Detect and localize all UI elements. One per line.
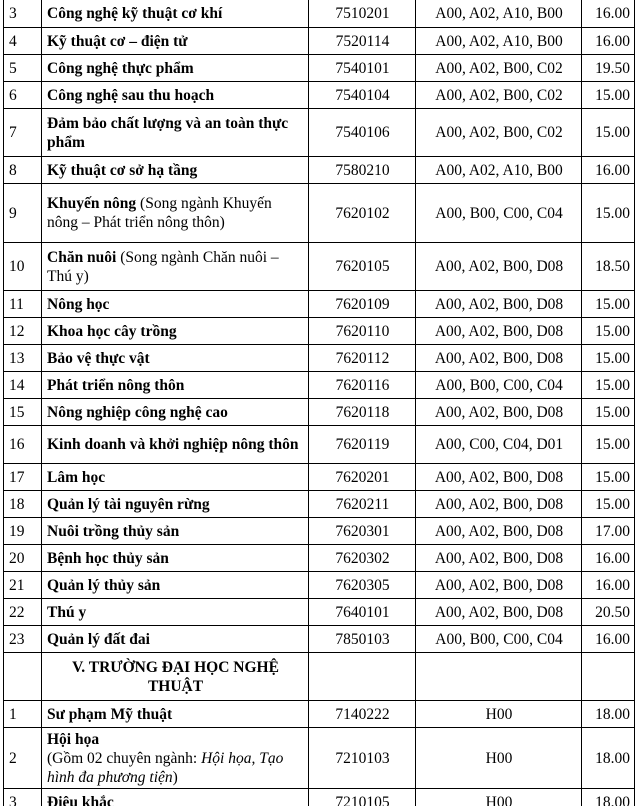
row-number: 20 (4, 544, 42, 571)
benchmark-score: 16.00 (582, 156, 635, 183)
major-code: 7210105 (309, 788, 416, 806)
major-name (42, 517, 309, 544)
major-detail-specializations: Hội họa, Tạo hình đa phương tiện (47, 749, 284, 786)
major-name (42, 344, 309, 371)
subject-combinations: A00, A02, B00, D08 (416, 242, 582, 290)
table-row (4, 727, 635, 788)
subject-combinations: A00, A02, B00, D08 (416, 571, 582, 598)
major-name (42, 788, 309, 806)
major-name (42, 544, 309, 571)
benchmark-score: 15.00 (582, 490, 635, 517)
row-number: 16 (4, 425, 42, 463)
major-note: (Song ngành Khuyến nông – Phát triển nông thôn) (47, 195, 272, 231)
table-row (4, 344, 635, 371)
row-number: 5 (4, 54, 42, 81)
subject-combinations: A00, B00, C00, C04 (416, 371, 582, 398)
table-row (4, 54, 635, 81)
row-number: 7 (4, 108, 42, 156)
major-code: 7850103 (309, 625, 416, 652)
major-name-text: Bảo vệ thực vật (47, 349, 150, 367)
benchmark-score: 17.00 (582, 517, 635, 544)
benchmark-score: 16.00 (582, 0, 635, 27)
major-name (42, 81, 309, 108)
table-body-section (4, 652, 635, 700)
subject-combinations: A00, A02, B00, D08 (416, 544, 582, 571)
major-name-text: Công nghệ sau thu hoạch (47, 86, 215, 104)
benchmark-score: 15.00 (582, 108, 635, 156)
table-body-part-a (4, 0, 635, 652)
major-name (42, 598, 309, 625)
row-number: 4 (4, 27, 42, 54)
subject-combinations: A00, A02, B00, C02 (416, 108, 582, 156)
row-number: 19 (4, 517, 42, 544)
subject-combinations: A00, A02, B00, C02 (416, 81, 582, 108)
subject-combinations: A00, A02, B00, D08 (416, 398, 582, 425)
major-name (42, 371, 309, 398)
major-name-text: Khoa học cây trồng (47, 322, 177, 340)
major-code: 7620105 (309, 242, 416, 290)
major-code: 7620109 (309, 290, 416, 317)
table-row (4, 625, 635, 652)
subject-combinations: A00, A02, B00, D08 (416, 290, 582, 317)
major-name-text: Công nghệ thực phẩm (47, 59, 194, 77)
table-row (4, 108, 635, 156)
subject-combinations: A00, A02, B00, D08 (416, 598, 582, 625)
major-name-text: Nông nghiệp công nghệ cao (47, 403, 228, 421)
major-name (42, 27, 309, 54)
section-empty-cell (416, 652, 582, 700)
major-code: 7620112 (309, 344, 416, 371)
benchmark-score: 20.50 (582, 598, 635, 625)
benchmark-score: 18.00 (582, 727, 635, 788)
table-row (4, 398, 635, 425)
row-number: 3 (4, 788, 42, 806)
benchmark-score: 19.50 (582, 54, 635, 81)
major-code: 7540101 (309, 54, 416, 81)
major-name-text: Điêu khắc (47, 793, 114, 806)
major-name-text: Nuôi trồng thủy sản (47, 522, 180, 540)
benchmark-score: 16.00 (582, 625, 635, 652)
table-row (4, 571, 635, 598)
major-code: 7620305 (309, 571, 416, 598)
benchmark-score: 15.00 (582, 317, 635, 344)
table-row (4, 27, 635, 54)
row-number: 15 (4, 398, 42, 425)
benchmark-score: 15.00 (582, 463, 635, 490)
table-row (4, 0, 635, 27)
major-code: 7620110 (309, 317, 416, 344)
table-row (4, 598, 635, 625)
subject-combinations: A00, A02, B00, D08 (416, 317, 582, 344)
benchmark-score: 15.00 (582, 344, 635, 371)
major-name-text: Quản lý đất đai (47, 630, 150, 648)
major-code: 7620116 (309, 371, 416, 398)
major-name-text: Hội họa (47, 730, 100, 748)
major-name (42, 183, 309, 242)
major-name-text: Kỹ thuật cơ sở hạ tầng (47, 161, 198, 179)
row-number: 2 (4, 727, 42, 788)
benchmark-score: 16.00 (582, 544, 635, 571)
table-row (4, 317, 635, 344)
table-row (4, 425, 635, 463)
benchmark-score: 15.00 (582, 290, 635, 317)
major-name-text: Khuyến nông (47, 195, 137, 212)
major-code: 7620119 (309, 425, 416, 463)
major-code: 7620301 (309, 517, 416, 544)
major-name-text: Đảm bảo chất lượng và an toàn thực phẩm (47, 114, 289, 151)
section-empty-cell (582, 652, 635, 700)
subject-combinations: A00, A02, A10, B00 (416, 27, 582, 54)
subject-combinations: A00, A02, B00, D08 (416, 517, 582, 544)
row-number: 18 (4, 490, 42, 517)
table-row (4, 544, 635, 571)
major-note: (Song ngành Chăn nuôi – Thú y) (47, 248, 279, 285)
subject-combinations: A00, A02, A10, B00 (416, 156, 582, 183)
row-number: 12 (4, 317, 42, 344)
major-code: 7540106 (309, 108, 416, 156)
benchmark-score: 18.00 (582, 700, 635, 727)
subject-combinations: A00, A02, B00, D08 (416, 344, 582, 371)
major-name (42, 571, 309, 598)
major-detail (47, 749, 304, 787)
row-number: 3 (4, 0, 42, 27)
major-code: 7620302 (309, 544, 416, 571)
benchmark-score: 16.00 (582, 27, 635, 54)
major-code: 7620211 (309, 490, 416, 517)
benchmark-score: 16.00 (582, 571, 635, 598)
benchmark-score: 15.00 (582, 371, 635, 398)
major-code: 7640101 (309, 598, 416, 625)
major-name (42, 490, 309, 517)
major-name-text: Thú y (47, 603, 87, 621)
major-name-text: Sư phạm Mỹ thuật (47, 705, 173, 723)
subject-combinations: A00, B00, C00, C04 (416, 183, 582, 242)
major-code: 7620201 (309, 463, 416, 490)
section-row (4, 652, 635, 700)
section-title: V. TRƯỜNG ĐẠI HỌC NGHỆ THUẬT (42, 652, 309, 700)
benchmark-score: 15.00 (582, 183, 635, 242)
major-name (42, 700, 309, 727)
major-code: 7520114 (309, 27, 416, 54)
benchmark-score: 18.50 (582, 242, 635, 290)
major-name-text: Phát triển nông thôn (47, 376, 185, 394)
major-name-text: Bệnh học thủy sản (47, 549, 169, 567)
major-name-text: Công nghệ kỹ thuật cơ khí (47, 5, 223, 23)
row-number: 6 (4, 81, 42, 108)
major-name-text: Quản lý tài nguyên rừng (47, 495, 210, 513)
major-name (42, 727, 309, 788)
subject-combinations: H00 (416, 727, 582, 788)
major-name (42, 242, 309, 290)
subject-combinations: A00, A02, A10, B00 (416, 0, 582, 27)
admission-score-table (3, 0, 635, 806)
row-number: 9 (4, 183, 42, 242)
table-row (4, 242, 635, 290)
major-name-text: Kinh doanh và khởi nghiệp nông thôn (47, 436, 299, 453)
table-row (4, 700, 635, 727)
table-row (4, 156, 635, 183)
table-row (4, 490, 635, 517)
major-name-text: Kỹ thuật cơ – điện tử (47, 32, 188, 50)
row-number: 17 (4, 463, 42, 490)
major-code: 7620102 (309, 183, 416, 242)
subject-combinations: A00, A02, B00, C02 (416, 54, 582, 81)
section-empty-cell (309, 652, 416, 700)
subject-combinations: A00, C00, C04, D01 (416, 425, 582, 463)
major-name-text: Quản lý thủy sản (47, 576, 161, 594)
table-row (4, 183, 635, 242)
row-number: 23 (4, 625, 42, 652)
section-stt-cell (4, 652, 42, 700)
major-name (42, 317, 309, 344)
table-row (4, 463, 635, 490)
major-detail-prefix: (Gồm 02 chuyên ngành: (47, 749, 202, 767)
row-number: 11 (4, 290, 42, 317)
table-row (4, 517, 635, 544)
major-name (42, 290, 309, 317)
row-number: 14 (4, 371, 42, 398)
table-row (4, 788, 635, 806)
benchmark-score: 15.00 (582, 425, 635, 463)
row-number: 22 (4, 598, 42, 625)
benchmark-score: 18.00 (582, 788, 635, 806)
major-name (42, 398, 309, 425)
major-name-text: Nông học (47, 295, 110, 313)
row-number: 21 (4, 571, 42, 598)
subject-combinations: A00, A02, B00, D08 (416, 463, 582, 490)
major-code: 7140222 (309, 700, 416, 727)
benchmark-score: 15.00 (582, 81, 635, 108)
major-name (42, 425, 309, 463)
table-body-part-b (4, 700, 635, 806)
benchmark-score: 15.00 (582, 398, 635, 425)
table-row (4, 290, 635, 317)
major-name (42, 463, 309, 490)
major-code: 7210103 (309, 727, 416, 788)
major-name-text: Chăn nuôi (47, 248, 117, 266)
major-name (42, 625, 309, 652)
major-name (42, 156, 309, 183)
major-detail-suffix: ) (172, 768, 178, 786)
table-row (4, 81, 635, 108)
major-code: 7580210 (309, 156, 416, 183)
subject-combinations: H00 (416, 788, 582, 806)
row-number: 13 (4, 344, 42, 371)
subject-combinations: A00, A02, B00, D08 (416, 490, 582, 517)
major-name (42, 108, 309, 156)
major-code: 7620118 (309, 398, 416, 425)
major-name-text: Lâm học (47, 468, 106, 486)
subject-combinations: A00, B00, C00, C04 (416, 625, 582, 652)
row-number: 8 (4, 156, 42, 183)
row-number: 10 (4, 242, 42, 290)
major-code: 7510201 (309, 0, 416, 27)
subject-combinations: H00 (416, 700, 582, 727)
major-name (42, 54, 309, 81)
table-row (4, 371, 635, 398)
row-number: 1 (4, 700, 42, 727)
major-code: 7540104 (309, 81, 416, 108)
major-name (42, 0, 309, 27)
